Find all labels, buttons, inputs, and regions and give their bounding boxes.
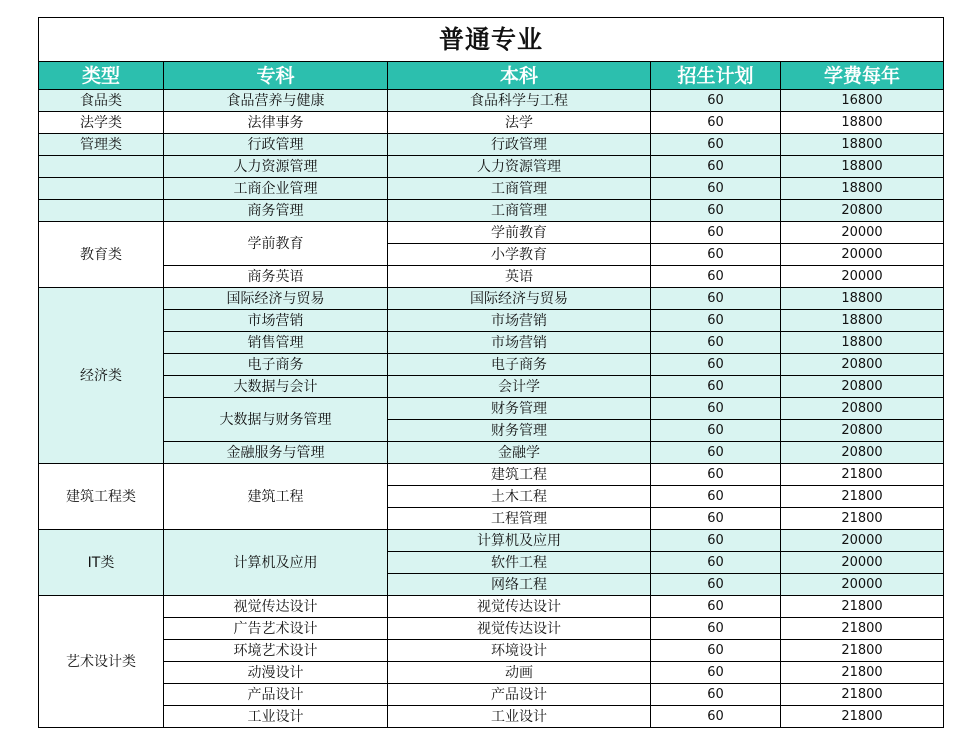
tuition-cell: 21800 [781,706,944,728]
category-cell: 食品类 [39,90,164,112]
junior-major-cell: 国际经济与贸易 [164,288,388,310]
bachelor-major-cell: 视觉传达设计 [388,618,651,640]
header-junior-college: 专科 [164,62,388,90]
bachelor-major-cell: 视觉传达设计 [388,596,651,618]
tuition-cell: 20000 [781,266,944,288]
header-undergraduate: 本科 [388,62,651,90]
plan-cell: 60 [651,90,781,112]
tuition-cell: 21800 [781,508,944,530]
bachelor-major-cell: 财务管理 [388,420,651,442]
tuition-cell: 20000 [781,244,944,266]
table-row [39,90,944,112]
tuition-cell: 18800 [781,332,944,354]
category-cell: 艺术设计类 [39,596,164,728]
bachelor-major-cell: 建筑工程 [388,464,651,486]
bachelor-major-cell: 学前教育 [388,222,651,244]
junior-major-cell: 人力资源管理 [164,156,388,178]
bachelor-major-cell: 环境设计 [388,640,651,662]
junior-major-cell: 广告艺术设计 [164,618,388,640]
junior-major-cell: 大数据与财务管理 [164,398,388,442]
bachelor-major-cell: 法学 [388,112,651,134]
table-row [39,354,944,376]
table-row [39,684,944,706]
bachelor-major-cell: 金融学 [388,442,651,464]
bachelor-major-cell: 国际经济与贸易 [388,288,651,310]
majors-table [38,17,944,728]
junior-major-cell: 商务管理 [164,200,388,222]
tuition-cell: 18800 [781,156,944,178]
header-category: 类型 [39,62,164,90]
table-row [39,288,944,310]
table-row [39,662,944,684]
plan-cell: 60 [651,266,781,288]
plan-cell: 60 [651,420,781,442]
junior-major-cell: 市场营销 [164,310,388,332]
plan-cell: 60 [651,376,781,398]
table-title: 普通专业 [39,18,944,62]
tuition-cell: 21800 [781,618,944,640]
plan-cell: 60 [651,156,781,178]
plan-cell: 60 [651,508,781,530]
table-row [39,310,944,332]
tuition-cell: 18800 [781,112,944,134]
plan-cell: 60 [651,662,781,684]
plan-cell: 60 [651,354,781,376]
tuition-cell: 16800 [781,90,944,112]
table-row [39,200,944,222]
plan-cell: 60 [651,134,781,156]
plan-cell: 60 [651,222,781,244]
plan-cell: 60 [651,706,781,728]
junior-major-cell: 行政管理 [164,134,388,156]
tuition-cell: 20800 [781,442,944,464]
junior-major-cell: 销售管理 [164,332,388,354]
plan-cell: 60 [651,200,781,222]
junior-major-cell: 食品营养与健康 [164,90,388,112]
tuition-cell: 21800 [781,464,944,486]
plan-cell: 60 [651,310,781,332]
junior-major-cell: 金融服务与管理 [164,442,388,464]
table-row [39,112,944,134]
category-cell [39,156,164,178]
plan-cell: 60 [651,178,781,200]
junior-major-cell: 产品设计 [164,684,388,706]
plan-cell: 60 [651,442,781,464]
table-row [39,618,944,640]
junior-major-cell: 计算机及应用 [164,530,388,596]
tuition-cell: 18800 [781,288,944,310]
table-row [39,156,944,178]
header-enrollment-plan: 招生计划 [651,62,781,90]
table-row [39,332,944,354]
tuition-cell: 21800 [781,596,944,618]
title-row [39,18,944,62]
plan-cell: 60 [651,464,781,486]
bachelor-major-cell: 工商管理 [388,178,651,200]
bachelor-major-cell: 工商管理 [388,200,651,222]
bachelor-major-cell: 财务管理 [388,398,651,420]
table-row [39,266,944,288]
table-row [39,398,944,420]
tuition-cell: 18800 [781,178,944,200]
junior-major-cell: 工商企业管理 [164,178,388,200]
plan-cell: 60 [651,486,781,508]
bachelor-major-cell: 电子商务 [388,354,651,376]
plan-cell: 60 [651,288,781,310]
category-cell: IT类 [39,530,164,596]
tuition-cell: 21800 [781,640,944,662]
tuition-cell: 20000 [781,530,944,552]
tuition-cell: 21800 [781,662,944,684]
tuition-cell: 18800 [781,134,944,156]
plan-cell: 60 [651,684,781,706]
junior-major-cell: 工业设计 [164,706,388,728]
bachelor-major-cell: 食品科学与工程 [388,90,651,112]
bachelor-major-cell: 市场营销 [388,310,651,332]
junior-major-cell: 电子商务 [164,354,388,376]
tuition-cell: 20800 [781,420,944,442]
table-row [39,530,944,552]
bachelor-major-cell: 英语 [388,266,651,288]
plan-cell: 60 [651,574,781,596]
junior-major-cell: 建筑工程 [164,464,388,530]
plan-cell: 60 [651,530,781,552]
table-row [39,442,944,464]
category-cell: 经济类 [39,288,164,464]
bachelor-major-cell: 人力资源管理 [388,156,651,178]
tuition-cell: 21800 [781,684,944,706]
bachelor-major-cell: 行政管理 [388,134,651,156]
tuition-cell: 20800 [781,376,944,398]
junior-major-cell: 法律事务 [164,112,388,134]
tuition-cell: 20800 [781,398,944,420]
plan-cell: 60 [651,398,781,420]
bachelor-major-cell: 小学教育 [388,244,651,266]
tuition-cell: 20000 [781,574,944,596]
bachelor-major-cell: 会计学 [388,376,651,398]
table-row [39,640,944,662]
tuition-cell: 20800 [781,200,944,222]
category-cell: 管理类 [39,134,164,156]
plan-cell: 60 [651,552,781,574]
table-row [39,376,944,398]
bachelor-major-cell: 网络工程 [388,574,651,596]
tuition-cell: 21800 [781,486,944,508]
bachelor-major-cell: 工程管理 [388,508,651,530]
bachelor-major-cell: 计算机及应用 [388,530,651,552]
junior-major-cell: 动漫设计 [164,662,388,684]
category-cell: 教育类 [39,222,164,288]
table-row [39,178,944,200]
plan-cell: 60 [651,332,781,354]
table-row [39,596,944,618]
tuition-cell: 18800 [781,310,944,332]
junior-major-cell: 视觉传达设计 [164,596,388,618]
junior-major-cell: 学前教育 [164,222,388,266]
header-row [39,62,944,90]
plan-cell: 60 [651,618,781,640]
table-row [39,222,944,244]
category-cell [39,178,164,200]
bachelor-major-cell: 产品设计 [388,684,651,706]
category-cell [39,200,164,222]
table-row [39,134,944,156]
bachelor-major-cell: 动画 [388,662,651,684]
plan-cell: 60 [651,112,781,134]
plan-cell: 60 [651,640,781,662]
category-cell: 建筑工程类 [39,464,164,530]
bachelor-major-cell: 市场营销 [388,332,651,354]
tuition-cell: 20800 [781,354,944,376]
junior-major-cell: 大数据与会计 [164,376,388,398]
bachelor-major-cell: 工业设计 [388,706,651,728]
plan-cell: 60 [651,244,781,266]
header-annual-tuition: 学费每年 [781,62,944,90]
tuition-cell: 20000 [781,222,944,244]
spreadsheet [38,17,944,728]
table-row [39,464,944,486]
bachelor-major-cell: 土木工程 [388,486,651,508]
table-row [39,706,944,728]
bachelor-major-cell: 软件工程 [388,552,651,574]
junior-major-cell: 商务英语 [164,266,388,288]
junior-major-cell: 环境艺术设计 [164,640,388,662]
category-cell: 法学类 [39,112,164,134]
plan-cell: 60 [651,596,781,618]
tuition-cell: 20000 [781,552,944,574]
